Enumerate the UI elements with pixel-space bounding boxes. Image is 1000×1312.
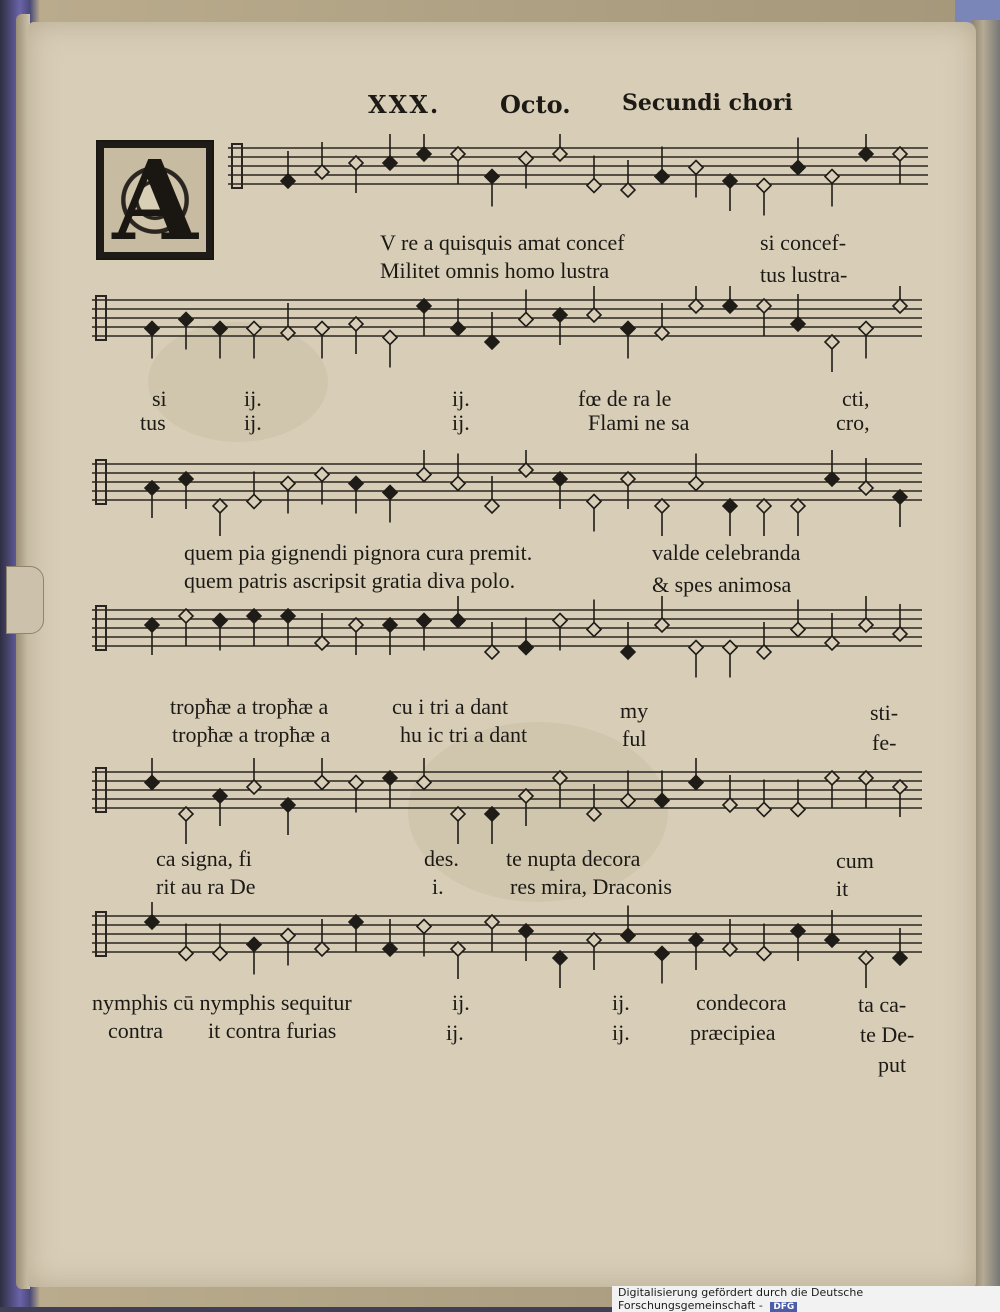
music-staff-6: [92, 902, 922, 992]
lyric-syllables: te nupta decora: [506, 846, 641, 871]
lyric-syllables: tus lustra-: [760, 262, 848, 287]
lyric-syllables: si: [152, 386, 167, 411]
lyric-syllables: quem pia gignendi pignora cura premit.: [184, 540, 533, 565]
digitization-credit: [612, 1286, 1000, 1312]
lyric-syllables: put: [878, 1052, 907, 1077]
lyric-syllables: cti,: [842, 386, 870, 411]
lyric-syllables: te De-: [860, 1022, 915, 1047]
book-spine-right: [972, 20, 1000, 1290]
lyric-syllables: sti-: [870, 700, 899, 725]
lyric-syllables: ca signa, fi: [156, 846, 252, 871]
lyric-syllables: tropħæ a tropħæ a: [170, 694, 329, 719]
lyric-syllables: i.: [432, 874, 444, 899]
lyric-syllables: it contra furias: [208, 1018, 337, 1043]
lyric-syllables: my: [620, 698, 649, 723]
lyric-syllables: res mira, Draconis: [510, 874, 672, 899]
lyric-syllables: & spes animosa: [652, 572, 792, 597]
lyric-syllables: ij.: [612, 1020, 630, 1045]
decorated-initial: [96, 136, 214, 265]
lyric-syllables: ij.: [452, 410, 470, 435]
lyric-syllables: nymphis cū nymphis sequitur: [92, 990, 352, 1015]
lyric-syllables: hu ic tri a dant: [400, 722, 528, 747]
lyric-syllables: Militet omnis homo lustra: [380, 258, 610, 283]
music-staff-5: [92, 758, 922, 848]
lyric-syllables: ij.: [452, 990, 470, 1015]
lyric-syllables: tropħæ a tropħæ a: [172, 722, 331, 747]
lyric-syllables: ta ca-: [858, 992, 907, 1017]
lyric-syllables: des.: [424, 846, 459, 871]
lyric-syllables: valde celebranda: [652, 540, 801, 565]
lyric-syllables: ij.: [452, 386, 470, 411]
initial-letter: A: [112, 136, 198, 265]
lyric-syllables: ful: [622, 726, 647, 751]
music-staff-1: [228, 134, 928, 224]
credit-text: Digitalisierung gefördert durch die Deutsche Forschungsgemeinschaft -: [618, 1286, 864, 1312]
lyric-syllables: quem patris ascripsit gratia diva polo.: [184, 568, 516, 593]
music-staff-4: [92, 596, 922, 696]
lyric-syllables: si concef-: [760, 230, 847, 255]
voice-count: Octo.: [500, 90, 571, 119]
lyric-syllables: cro,: [836, 410, 870, 435]
page-clip-tab: [6, 566, 44, 634]
lyric-syllables: V re a quisquis amat concef: [380, 230, 625, 255]
lyric-syllables: fœ de ra le: [578, 386, 672, 411]
music-staff-2: [92, 286, 922, 386]
lyric-syllables: Flami ne sa: [588, 410, 690, 435]
lyric-syllables: rit au ra De: [156, 874, 256, 899]
lyric-syllables: fe-: [872, 730, 897, 755]
lyric-syllables: ij.: [612, 990, 630, 1015]
lyric-syllables: cum: [836, 848, 874, 873]
lyric-syllables: cu i tri a dant: [392, 694, 509, 719]
lyric-syllables: contra: [108, 1018, 163, 1043]
dfg-logo-icon: DFG: [770, 1302, 797, 1312]
lyric-syllables: ij.: [244, 410, 262, 435]
lyric-syllables: ij.: [446, 1020, 464, 1045]
music-staff-3: [92, 450, 922, 550]
lyric-syllables: tus: [140, 410, 166, 435]
lyric-syllables: præcipiea: [690, 1020, 776, 1045]
lyric-syllables: condecora: [696, 990, 787, 1015]
lyric-syllables: ij.: [244, 386, 262, 411]
lyric-syllables: it: [836, 876, 849, 901]
page-number: XXX.: [368, 90, 441, 119]
part-title: Secundi chori: [622, 90, 793, 116]
